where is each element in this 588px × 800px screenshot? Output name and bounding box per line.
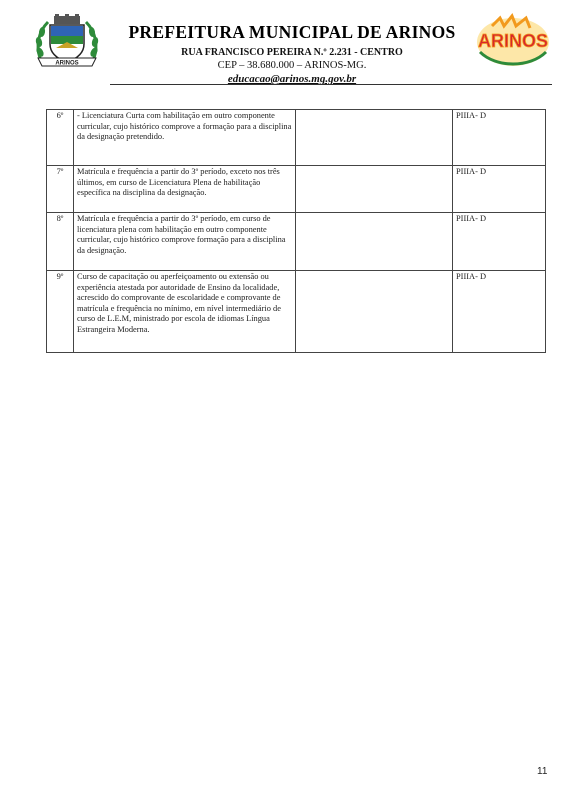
row-description: - Licenciatura Curta com habilitação em outro componente curricular, cujo histórico comprove a formação para a disciplina da designação pretendido. [74, 110, 296, 166]
row-description: Matrícula e frequência a partir do 3º período, em curso de licenciatura plena com habilitação em outro componente curricular, cujo histórico comprove formação para a disciplina da designação. [74, 213, 296, 271]
cep-line: CEP – 38.680.000 – ARINOS-MG. [217, 60, 367, 71]
row-empty-cell [296, 166, 453, 213]
row-description: Matrícula e frequência a partir do 3º período, exceto nos três últimos, em curso de Licenciatura Plena de habilitação específica na disciplina da designação. [74, 166, 296, 213]
row-code: PIIIA- D [453, 166, 546, 213]
row-code: PIIIA- D [453, 271, 546, 353]
row-empty-cell [296, 213, 453, 271]
address-line: RUA FRANCISCO PEREIRA N.º 2.231 - CENTRO [181, 47, 403, 58]
page-title: PREFEITURA MUNICIPAL DE ARINOS [128, 22, 456, 42]
row-code: PIIIA- D [453, 110, 546, 166]
table-row [47, 166, 546, 213]
row-number: 7º [47, 166, 74, 213]
table-row [47, 213, 546, 271]
row-number: 6º [47, 110, 74, 166]
brand-logo-text: ARINOS [477, 31, 549, 51]
letterhead [116, 22, 468, 86]
row-number: 8º [47, 213, 74, 271]
row-empty-cell [296, 110, 453, 166]
city-brand-logo [472, 12, 554, 74]
crest-ribbon-text: ARINOS [55, 60, 79, 67]
table-row [47, 110, 546, 166]
table-row [47, 271, 546, 353]
header-divider [110, 84, 552, 85]
row-empty-cell [296, 271, 453, 353]
row-number: 9º [47, 271, 74, 353]
email-link[interactable]: educacao@arinos.mg.gov.br [227, 73, 357, 85]
page-number: 11 [537, 766, 548, 777]
row-code: PIIIA- D [453, 213, 546, 271]
requirements-table [46, 109, 546, 353]
row-description: Curso de capacitação ou aperfeiçoamento ou extensão ou experiência atestada por autoridade de Ensino da localidade, acrescido do comprovante de escolaridade e comprovante de matrícula e frequência no mínimo, em nível intermediário de curso de L.E.M, ministrado por escola de idiomas Língua Estrangeira Moderna. [74, 271, 296, 353]
municipal-coat-of-arms-icon [34, 14, 100, 68]
